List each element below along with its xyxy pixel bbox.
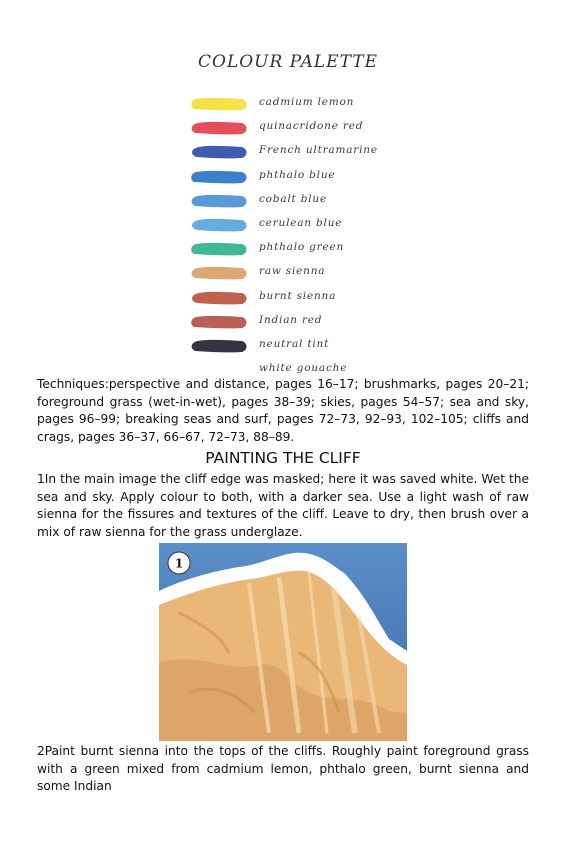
palette-swatch-row xyxy=(0,141,566,165)
palette-swatch-label: raw sienna xyxy=(259,265,326,278)
palette-swatch-row xyxy=(0,262,566,286)
palette-swatch-row xyxy=(0,238,566,262)
cliff-painting-svg xyxy=(159,543,407,741)
paint-swatch xyxy=(188,313,250,331)
step-2-paragraph: 2Paint burnt sienna into the tops of the cliffs. Roughly paint foreground grass with a green mixed from cadmium lemon, phthalo green, burnt sienna and some Indian xyxy=(37,744,529,794)
palette-swatch-label: cadmium lemon xyxy=(259,96,355,108)
palette-swatch-label: neutral tint xyxy=(259,338,330,350)
paint-swatch xyxy=(188,192,250,210)
palette-swatch-label: phthalo blue xyxy=(259,168,336,181)
palette-swatch-row xyxy=(0,287,566,311)
palette-swatch-row xyxy=(0,190,566,214)
palette-swatch-label: quinacridone red xyxy=(259,120,364,133)
paint-swatch xyxy=(188,168,250,186)
paint-swatch xyxy=(188,240,250,258)
step-badge-number: 1 xyxy=(174,556,184,571)
palette-swatch-label: white gouache xyxy=(259,362,348,375)
paint-swatch xyxy=(188,337,250,355)
step-1-paragraph: 1In the main image the cliff edge was masked; here it was saved white. Wet the sea and sky. Apply colour to both, with a darker sea. Use a light wash of raw sienna for the fissures and textures of the cliff. Leave to dry, then brush over a mix of raw sienna for the grass underglaze. xyxy=(37,472,529,539)
palette-swatch-label: burnt sienna xyxy=(259,289,337,302)
palette-swatch-label: phthalo green xyxy=(259,241,345,254)
palette-swatch-row xyxy=(0,117,566,141)
palette-swatch-row xyxy=(0,335,566,359)
palette-swatch-label: French ultramarine xyxy=(259,144,378,157)
palette-swatch-row xyxy=(0,93,566,117)
palette-title: COLOUR PALETTE xyxy=(198,52,378,72)
paint-swatch xyxy=(188,95,250,113)
cliff-painting-image xyxy=(159,543,407,741)
palette-swatch-label: cobalt blue xyxy=(259,192,327,205)
palette-swatch-row xyxy=(0,214,566,238)
palette-swatch-row xyxy=(0,166,566,190)
paint-swatch xyxy=(188,289,250,307)
palette-swatch-label: cerulean blue xyxy=(259,217,343,229)
techniques-paragraph: Techniques:perspective and distance, pages 16–17; brushmarks, pages 20–21; foreground grass (wet-in-wet), pages 38–39; skies, pages 54–57; sea and sky, pages 96–99; breaking seas and surf, pages 72–73, 92–93, 102–105; cliffs and crags, pages 36–37, 66–67, 72–73, 88–89. xyxy=(37,377,529,444)
palette-swatch-row xyxy=(0,311,566,335)
palette-swatch-label: Indian red xyxy=(259,313,323,326)
paint-swatch xyxy=(188,119,250,137)
section-heading: PAINTING THE CLIFF xyxy=(205,449,361,467)
paint-swatch xyxy=(188,264,250,282)
paint-swatch xyxy=(188,216,250,234)
paint-swatch xyxy=(188,143,250,161)
